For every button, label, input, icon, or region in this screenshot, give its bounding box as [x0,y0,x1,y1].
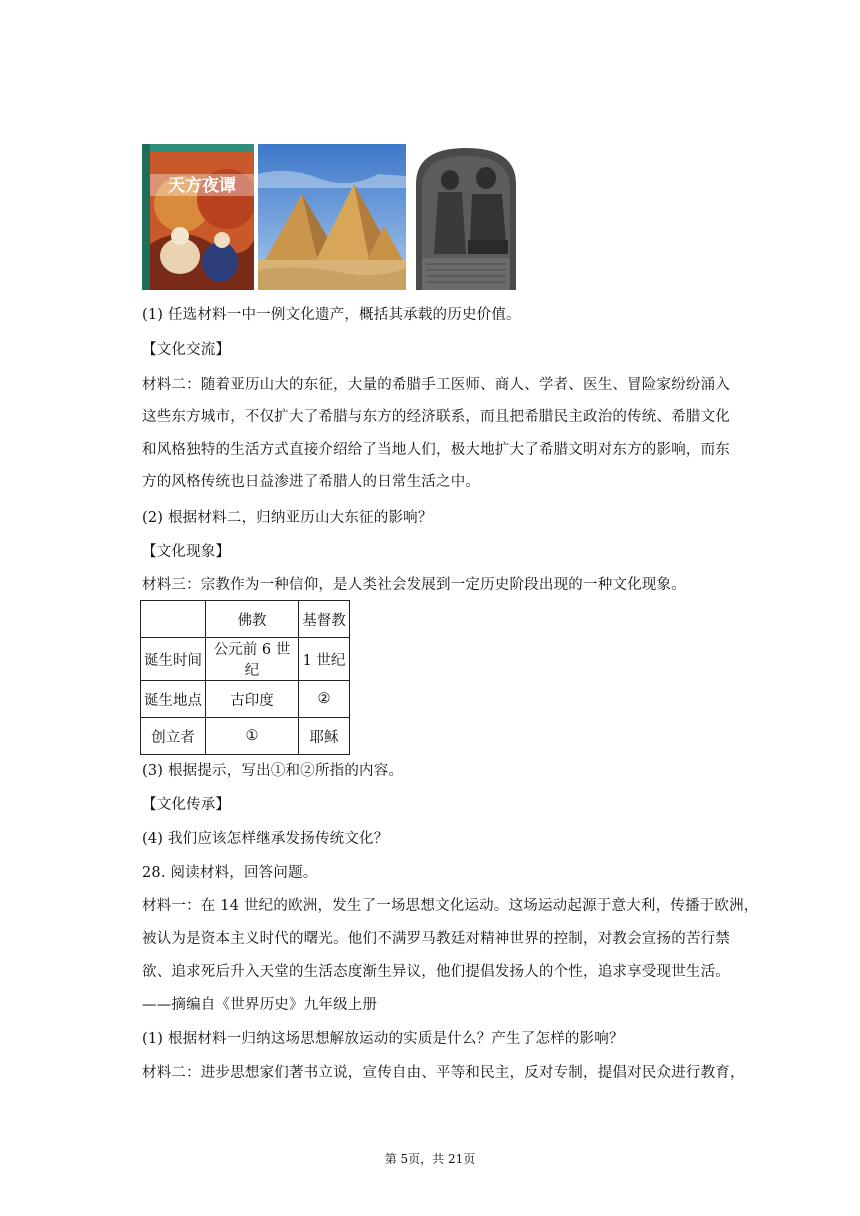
material-2-line-3: 和风格独特的生活方式直接介绍给了当地人们，极大地扩大了希腊文明对东方的影响，而东 [142,442,730,458]
svg-text:天方夜谭: 天方夜谭 [168,176,236,196]
hammurabi-stele-image [410,144,522,290]
table-cell: 公元前 6 世纪 [206,638,299,681]
table-cell: 古印度 [206,681,299,718]
arabian-nights-cover-image [142,144,254,290]
table-cell: 佛教 [206,601,299,638]
table-row [141,681,350,718]
table-row [141,638,350,681]
table-row [141,718,350,755]
table-cell: 诞生地点 [141,681,206,718]
material-28-1-line-2: 被认为是资本主义时代的曙光。他们不满罗马教廷对精神世界的控制，对教会宣扬的苦行禁 [142,931,730,947]
section-heading-cultural-heritage: 【文化传承】 [142,797,231,813]
table-header-row [141,601,350,638]
table-cell: 创立者 [141,718,206,755]
table-cell: 诞生时间 [141,638,206,681]
material-2-line-2: 这些东方城市，不仅扩大了希腊与东方的经济联系，而且把希腊民主政治的传统、希腊文化 [142,409,730,425]
table-cell: 基督教 [299,601,350,638]
question-28: 28. 阅读材料，回答问题。 [142,865,318,881]
material-2-line-4: 方的风格传统也日益渗进了希腊人的日常生活之中。 [142,474,481,490]
section-heading-cultural-exchange: 【文化交流】 [142,342,231,358]
material-3: 材料三：宗教作为一种信仰，是人类社会发展到一定历史阶段出现的一种文化现象。 [142,577,686,593]
page-footer: 第 5页，共 21页 [384,1152,476,1166]
table-cell: 耶稣 [299,718,350,755]
material-28-1-line-3: 欲、追求死后升入天堂的生活态度渐生异议，他们提倡发扬人的个性，追求享受现世生活。 [142,964,730,980]
material-28-1-source: ——摘编自《世界历史》九年级上册 [142,997,378,1013]
question-28-1: (1) 根据材料一归纳这场思想解放运动的实质是什么？产生了怎样的影响？ [142,1031,624,1047]
question-4: (4) 我们应该怎样继承发扬传统文化？ [142,831,389,847]
religion-table [140,600,350,755]
table-cell: 1 世纪 [299,638,350,681]
section-heading-cultural-phenomenon: 【文化现象】 [142,544,231,560]
table-cell [141,601,206,638]
table-cell: ① [206,718,299,755]
material-28-1-line-1: 材料一：在 14 世纪的欧洲，发生了一场思想文化运动。这场运动起源于意大利，传播于欧洲， [142,898,759,914]
question-2: (2) 根据材料二，归纳亚历山大东征的影响？ [142,510,433,526]
table-cell: ② [299,681,350,718]
question-1: (1) 任选材料一中一例文化遗产，概括其承载的历史价值。 [142,307,521,323]
material-2-line-1: 材料二：随着亚历山大的东征，大量的希腊手工医师、商人、学者、医生、冒险家纷纷涌入 [142,377,730,393]
pyramids-image [258,144,406,290]
material-28-2-line-1: 材料二：进步思想家们著书立说，宣传自由、平等和民主，反对专制，提倡对民众进行教育， [142,1065,745,1081]
question-3: (3) 根据提示，写出①和②所指的内容。 [142,763,404,779]
